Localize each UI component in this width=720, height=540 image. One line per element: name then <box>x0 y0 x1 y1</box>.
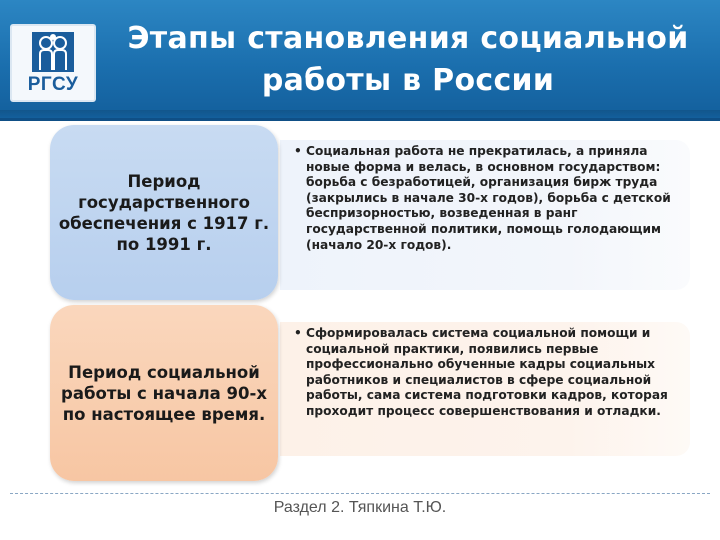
period-1-label: Период государственного обеспечения с 1917 г. по 1991 г. <box>58 171 270 254</box>
rgsu-logo-icon <box>32 32 74 72</box>
period-1-description-box <box>280 140 690 290</box>
period-2-description-box <box>280 322 690 456</box>
period-2-description <box>294 326 682 420</box>
footer-divider <box>10 493 710 494</box>
footer-caption: Раздел 2. Тяпкина Т.Ю. <box>273 499 447 516</box>
period-2-description-text: Сформировалась система социальной помощи и социальной практики, появились первые профессионально обученные кадры социальных работников и специалистов в сфере социальной работы, сама система подготовки кадров, которая проходит процесс совершенствования и отладки. <box>306 326 668 418</box>
title-line-1: Этапы становления социальной <box>127 21 689 56</box>
title-line-2: работы в России <box>261 63 555 98</box>
slide-title <box>98 18 718 102</box>
period-1-description-text: Социальная работа не прекратилась, а приняла новые форма и велась, в основном государством: борьба с безработицей, организация бирж труда (закрылись в начале 30-х годов), борьба с детской беспризорностью, возведенная в ранг государственной политики, помощь голодающим (начало 20-х годов). <box>306 144 671 252</box>
bullet-icon: • <box>294 144 302 158</box>
period-2-label: Период социальной работы с начала 90-х по настоящее время. <box>61 362 267 424</box>
period-2-label-box <box>50 305 278 481</box>
period-1-description <box>294 144 682 253</box>
period-1-label-box <box>50 125 278 300</box>
rgsu-logo <box>10 24 96 102</box>
slide-header <box>0 0 720 121</box>
bullet-icon: • <box>294 326 302 340</box>
logo-text: РГСУ <box>27 74 79 95</box>
